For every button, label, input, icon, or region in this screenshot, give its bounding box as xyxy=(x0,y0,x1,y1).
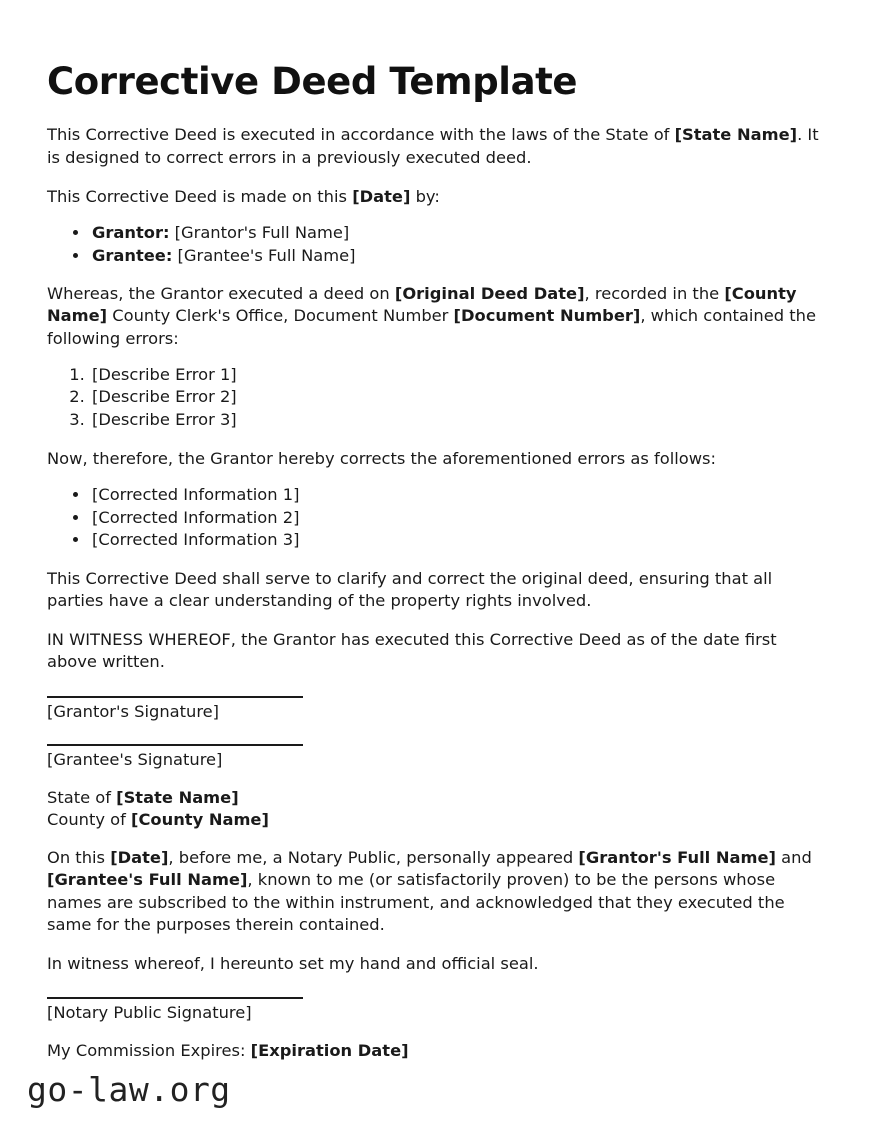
expiration-date-placeholder: [Expiration Date] xyxy=(250,1041,409,1061)
notary-acknowledgment-paragraph xyxy=(47,847,822,936)
notary-grantor-name-placeholder: [Grantor's Full Name] xyxy=(578,848,776,868)
intro-paragraph xyxy=(47,124,822,168)
whereas-text-part4: , which contained the following errors: xyxy=(47,306,816,348)
commission-expiry-prefix: My Commission Expires: xyxy=(47,1041,251,1061)
errors-list xyxy=(47,364,822,431)
list-item-correction: • [Corrected Information 3] xyxy=(90,529,822,551)
whereas-paragraph xyxy=(47,283,822,349)
grantor-role-label: Grantor: xyxy=(92,222,170,242)
commission-expiry-paragraph xyxy=(47,1040,822,1062)
list-item-correction: • [Corrected Information 2] xyxy=(90,507,822,529)
notary-signature-line xyxy=(47,997,303,999)
page-title: Corrective Deed Template xyxy=(47,60,578,103)
made-on-paragraph xyxy=(47,186,822,208)
grantee-signature-block xyxy=(47,744,822,770)
county-line-prefix: County of xyxy=(47,809,132,829)
whereas-text-part1: Whereas, the Grantor executed a deed on xyxy=(47,284,395,304)
grantee-signature-line xyxy=(47,744,303,746)
state-line xyxy=(47,787,822,809)
notary-text-part1: On this xyxy=(47,848,111,868)
jurisdiction-county-placeholder: [County Name] xyxy=(131,809,269,829)
document-number-placeholder: [Document Number] xyxy=(453,306,641,326)
witness-whereof-paragraph: IN WITNESS WHEREOF, the Grantor has executed this Corrective Deed as of the date first above written. xyxy=(47,630,777,672)
parties-list xyxy=(47,222,822,266)
whereas-text-part2: , recorded in the xyxy=(584,284,725,304)
state-name-placeholder: [State Name] xyxy=(674,125,798,145)
list-item-error: 1. [Describe Error 1] xyxy=(90,364,822,386)
notary-date-placeholder: [Date] xyxy=(110,848,169,868)
grantee-role-label: Grantee: xyxy=(92,245,173,265)
list-item-error: 2. [Describe Error 2] xyxy=(90,386,822,408)
county-line xyxy=(47,809,822,831)
jurisdiction-block xyxy=(47,787,822,830)
grantor-name-placeholder: [Grantor's Full Name] xyxy=(174,222,350,242)
made-on-text-part2: by: xyxy=(410,186,440,206)
intro-text-part2: . It is designed to correct errors in a previously executed deed. xyxy=(47,125,819,167)
county-name-placeholder: [County Name] xyxy=(47,284,797,326)
whereas-text-part3: County Clerk's Office, Document Number xyxy=(107,306,454,326)
clarify-paragraph: This Corrective Deed shall serve to clarify and correct the original deed, ensuring that all parties have a clear understanding of the property rights involved. xyxy=(47,568,773,611)
corrections-list xyxy=(47,484,822,551)
site-watermark: go-law.org xyxy=(27,1070,231,1109)
date-placeholder: [Date] xyxy=(352,186,411,206)
notary-signature-label: [Notary Public Signature] xyxy=(47,1003,252,1022)
intro-text-part1: This Corrective Deed is executed in accordance with the laws of the State of xyxy=(47,125,675,145)
seal-paragraph: In witness whereof, I hereunto set my hand and official seal. xyxy=(47,953,539,973)
original-deed-date-placeholder: [Original Deed Date] xyxy=(394,284,585,304)
grantor-signature-label: [Grantor's Signature] xyxy=(47,701,220,721)
list-item-grantor xyxy=(90,222,822,244)
jurisdiction-state-placeholder: [State Name] xyxy=(116,787,239,807)
grantee-name-placeholder: [Grantee's Full Name] xyxy=(177,245,356,265)
notary-text-part2: , before me, a Notary Public, personally appeared xyxy=(168,848,579,868)
list-item-grantee xyxy=(90,245,822,267)
notary-grantee-name-placeholder: [Grantee's Full Name] xyxy=(47,870,248,890)
notary-signature-block xyxy=(47,997,822,1023)
made-on-text-part1: This Corrective Deed is made on this xyxy=(47,186,353,206)
grantor-signature-block xyxy=(47,696,822,722)
list-item-correction: • [Corrected Information 1] xyxy=(90,484,822,506)
notary-text-part4: , known to me (or satisfactorily proven) to be the persons whose names are subscribed to the within instrument, and acknowledged that they executed the same for the purposes therein contained. xyxy=(47,870,785,934)
list-item-error: 3. [Describe Error 3] xyxy=(90,409,822,431)
notary-text-part3: and xyxy=(775,848,812,868)
grantor-signature-line xyxy=(47,696,303,698)
corrections-intro-paragraph: Now, therefore, the Grantor hereby corrects the aforementioned errors as follows: xyxy=(47,448,717,468)
state-line-prefix: State of xyxy=(47,787,117,807)
grantee-signature-label: [Grantee's Signature] xyxy=(47,749,223,769)
